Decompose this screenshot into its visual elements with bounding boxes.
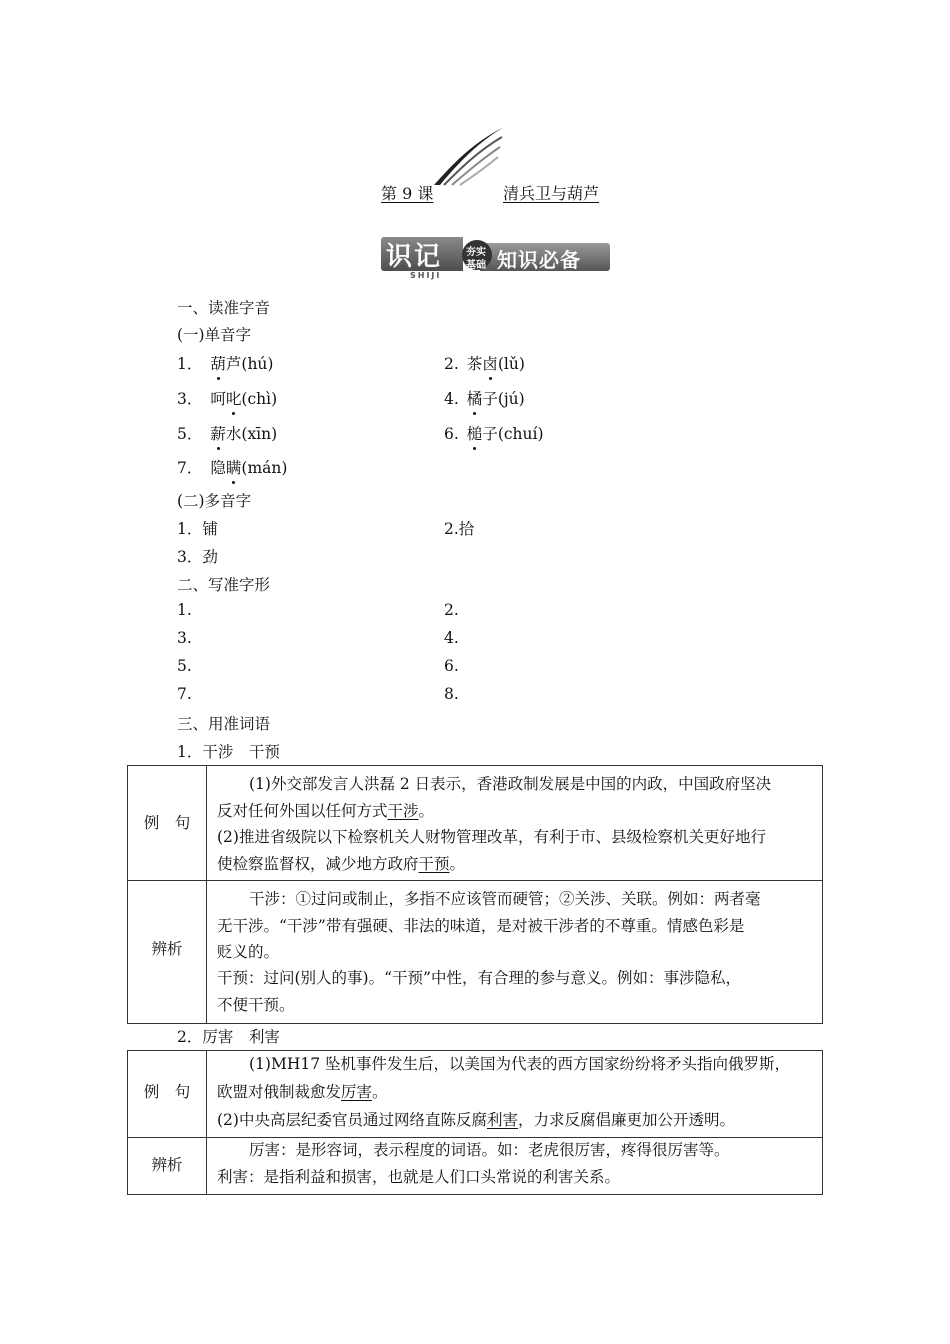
list-item: 5. — [177, 657, 192, 675]
subsection-heading: (二)多音字 — [177, 492, 252, 510]
example-label: 例 句 — [143, 814, 191, 832]
example-sentence: 欧盟对俄制裁愈发厉害。 — [217, 1083, 388, 1101]
list-item: 1． 葫芦(hú) — [177, 352, 273, 374]
subsection-heading: (一)单音字 — [177, 326, 252, 344]
dotted-char: 卤 — [482, 352, 498, 374]
example-sentence: (2)推进省级院以下检察机关人财物管理改革，有利于市、县级检察机关更好地行 — [217, 828, 766, 846]
list-item: 2. 茶卤(lǔ) — [444, 352, 525, 374]
analysis-text: 利害：是指利益和损害，也就是人们口头常说的利害关系。 — [217, 1168, 621, 1186]
example-sentence: 反对任何外国以任何方式干涉。 — [217, 802, 435, 820]
dotted-char: 橘 — [467, 387, 483, 409]
banner-sub-bottom: 基础 — [466, 260, 486, 271]
list-item: 2. — [444, 601, 459, 619]
list-item: 1．铺 — [177, 520, 218, 538]
list-item: 2.拾 — [444, 520, 475, 538]
example-sentence: (2)中央高层纪委官员通过网络直陈反腐利害，力求反腐倡廉更加公开透明。 — [217, 1111, 735, 1129]
swoosh-decoration — [432, 125, 507, 187]
list-item: 3． 呵叱(chì) — [177, 387, 277, 409]
banner-right: 知识必备 — [497, 248, 581, 272]
list-item: 3. — [177, 629, 192, 647]
analysis-text: 厉害：是形容词，表示程度的词语。如：老虎很厉害，疼得很厉害等。 — [249, 1141, 730, 1159]
list-item: 5． 薪水(xīn) — [177, 422, 277, 444]
section-heading: 三、用准词语 — [177, 715, 271, 733]
section-heading: 二、写准字形 — [177, 576, 271, 594]
list-item: 6. 槌子(chuí) — [444, 422, 544, 444]
analysis-text: 不便干预。 — [217, 996, 295, 1014]
example-sentence: (1)MH17 坠机事件发生后，以美国为代表的西方国家纷纷将矛头指向俄罗斯， — [249, 1055, 790, 1073]
analysis-text: 干预：过问(别人的事)。“干预”中性，有合理的参与意义。例如：事涉隐私， — [217, 969, 741, 987]
word-pair-heading: 1．干涉 干预 — [177, 743, 280, 761]
list-item: 4. — [444, 629, 459, 647]
banner-pinyin: SHIJI — [410, 271, 442, 280]
example-label: 例 句 — [143, 1083, 191, 1101]
dotted-char: 葫 — [210, 352, 226, 374]
dotted-char: 叱 — [226, 387, 242, 409]
analysis-text: 贬义的。 — [217, 943, 280, 961]
dotted-char: 薪 — [210, 422, 226, 444]
list-item: 6. — [444, 657, 459, 675]
lesson-title: 清兵卫与葫芦 — [503, 184, 600, 203]
section-heading: 一、读准字音 — [177, 299, 271, 317]
dotted-char: 槌 — [467, 422, 483, 444]
banner-sub-top: 夯实 — [466, 247, 486, 258]
analysis-text: 无干涉。“干涉”带有强硬、非法的味道，是对被干涉者的不尊重。情感色彩是 — [217, 917, 745, 935]
banner-main: 识记 — [386, 242, 443, 272]
word-pair-heading: 2．厉害 利害 — [177, 1028, 280, 1046]
list-item: 3．劲 — [177, 548, 218, 566]
list-item: 1. — [177, 601, 192, 619]
analysis-text: 干涉：①过问或制止，多指不应该管而硬管；②关涉、关联。例如：两者毫 — [249, 890, 761, 908]
analysis-label: 辨析 — [151, 940, 183, 958]
dotted-char: 瞒 — [226, 456, 242, 478]
lesson-number: 第 9 课 — [381, 184, 434, 203]
example-sentence: (1)外交部发言人洪磊 2 日表示，香港政制发展是中国的内政，中国政府坚决 — [249, 775, 772, 793]
analysis-label: 辨析 — [151, 1156, 183, 1174]
list-item: 8. — [444, 685, 459, 703]
list-item: 4. 橘子(jú) — [444, 387, 525, 409]
list-item: 7． 隐瞒(mán) — [177, 456, 287, 478]
example-sentence: 使检察监督权，减少地方政府干预。 — [217, 855, 466, 873]
list-item: 7. — [177, 685, 192, 703]
